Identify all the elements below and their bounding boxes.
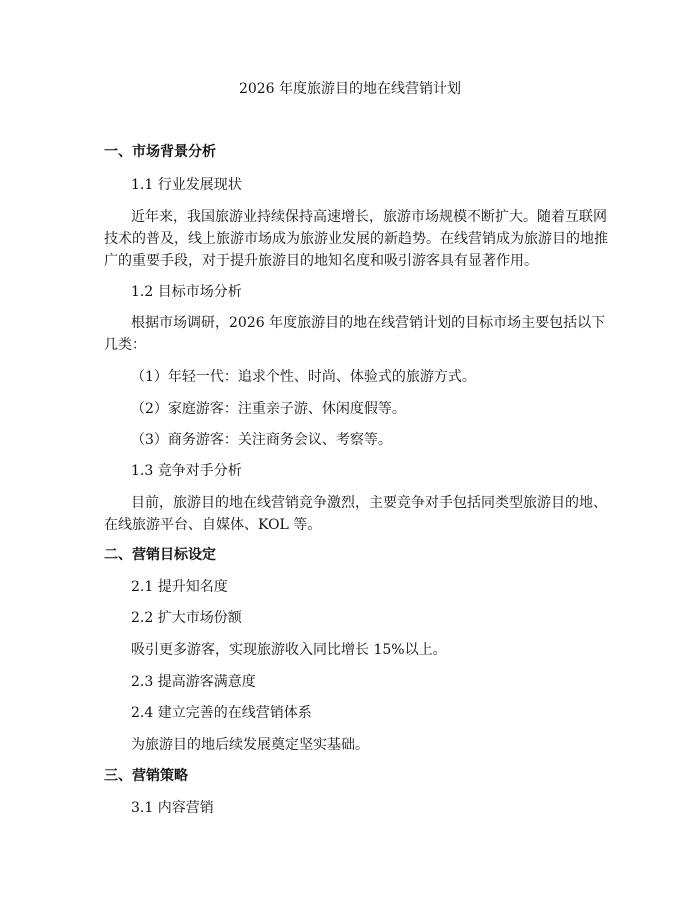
subsection-label-3-1: 3.1 内容营销 [131, 800, 214, 816]
subsection-label-1-1: 1.1 行业发展现状 [131, 177, 242, 193]
paragraph-line: 在线旅游平台、自媒体、KOL 等。 [104, 517, 322, 533]
paragraph-line: 广的重要手段，对于提升旅游目的地知名度和吸引游客具有显著作用。 [104, 253, 538, 269]
section-heading-3: 三、营销策略 [104, 768, 188, 784]
paragraph-line: 几类： [104, 337, 146, 353]
list-item: （1）年轻一代：追求个性、时尚、体验式的旅游方式。 [131, 369, 476, 385]
subsection-label-1-2: 1.2 目标市场分析 [131, 284, 242, 300]
subsection-label-1-3: 1.3 竞争对手分析 [131, 463, 242, 479]
subsection-label-2-3: 2.3 提高游客满意度 [131, 674, 256, 690]
paragraph-line: 为旅游目的地后续发展奠定坚实基础。 [131, 737, 369, 753]
list-item: （3）商务游客：关注商务会议、考察等。 [131, 432, 392, 448]
subsection-label-2-4: 2.4 建立完善的在线营销体系 [131, 705, 312, 721]
paragraph-line: 近年来，我国旅游业持续保持高速增长，旅游市场规模不断扩大。随着互联网 [131, 209, 607, 225]
subsection-label-2-2: 2.2 扩大市场份额 [131, 610, 242, 626]
document-title: 2026 年度旅游目的地在线营销计划 [238, 81, 462, 97]
paragraph-line: 吸引更多游客，实现旅游收入同比增长 15%以上。 [131, 642, 447, 658]
list-item: （2）家庭游客：注重亲子游、休闲度假等。 [131, 401, 406, 417]
paragraph-line: 技术的普及，线上旅游市场成为旅游业发展的新趋势。在线营销成为旅游目的地推 [104, 231, 608, 247]
section-heading-1: 一、市场背景分析 [104, 144, 216, 160]
paragraph-line: 目前，旅游目的地在线营销竞争激烈，主要竞争对手包括同类型旅游目的地、 [131, 495, 607, 511]
section-heading-2: 二、营销目标设定 [104, 547, 216, 563]
subsection-label-2-1: 2.1 提升知名度 [131, 579, 228, 595]
paragraph-line: 根据市场调研，2026 年度旅游目的地在线营销计划的目标市场主要包括以下 [131, 315, 606, 331]
